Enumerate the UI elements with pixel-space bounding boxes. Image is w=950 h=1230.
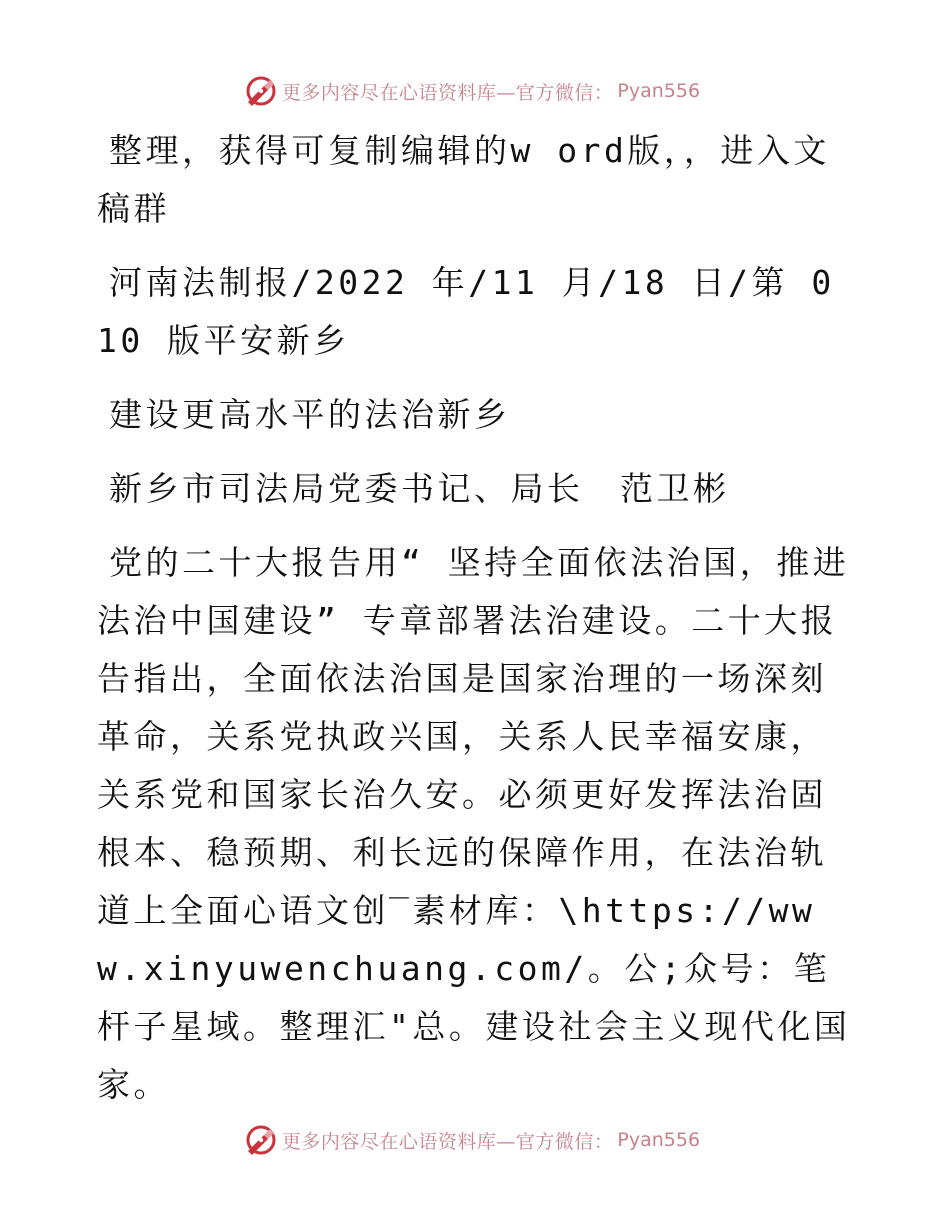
header-banner-content — [244, 74, 700, 108]
header-banner — [0, 74, 950, 108]
footer-banner-content — [244, 1123, 700, 1157]
footer-banner-text: 更多内容尽在心语资料库—官方微信： — [281, 1130, 614, 1153]
header-banner-wechat-id: Pyan556 — [617, 80, 701, 102]
paragraph-source: 河南法制报/2022 年/11 月/18 日/第 010 版平安新乡 — [97, 263, 835, 360]
pen-logo-icon — [244, 1123, 278, 1157]
pen-logo-icon — [244, 74, 278, 108]
footer-banner-wechat-id: Pyan556 — [617, 1129, 701, 1151]
article-title: 建设更高水平的法治新乡 — [109, 395, 511, 434]
footer-banner — [0, 1123, 950, 1157]
paragraph-intro: 整理，获得可复制编辑的w ord版，，进入文稿群 — [97, 131, 830, 228]
header-banner-text: 更多内容尽在心语资料库—官方微信： — [281, 81, 614, 104]
document-body — [97, 122, 857, 1130]
paragraph-body: 党的二十大报告用“ 坚持全面依法治国，推进法治中国建设” 专章部署法治建设。二十大报告指出，全面依法治国是国家治理的一场深刻革命，关系党执政兴国，关系人民幸福安康，关系党和国家长治久安。必须更好发挥法治固根本、稳预期、利长远的保障作用，在法治轨道上全面心语文创‾素材库：\https://www.xinyuwenchuang.com/。公;众号：笔杆子星域。整理汇"总。建设社会主义现代化国家。 — [97, 543, 851, 1104]
article-author: 新乡市司法局党委书记、局长 范卫彬 — [109, 469, 730, 508]
